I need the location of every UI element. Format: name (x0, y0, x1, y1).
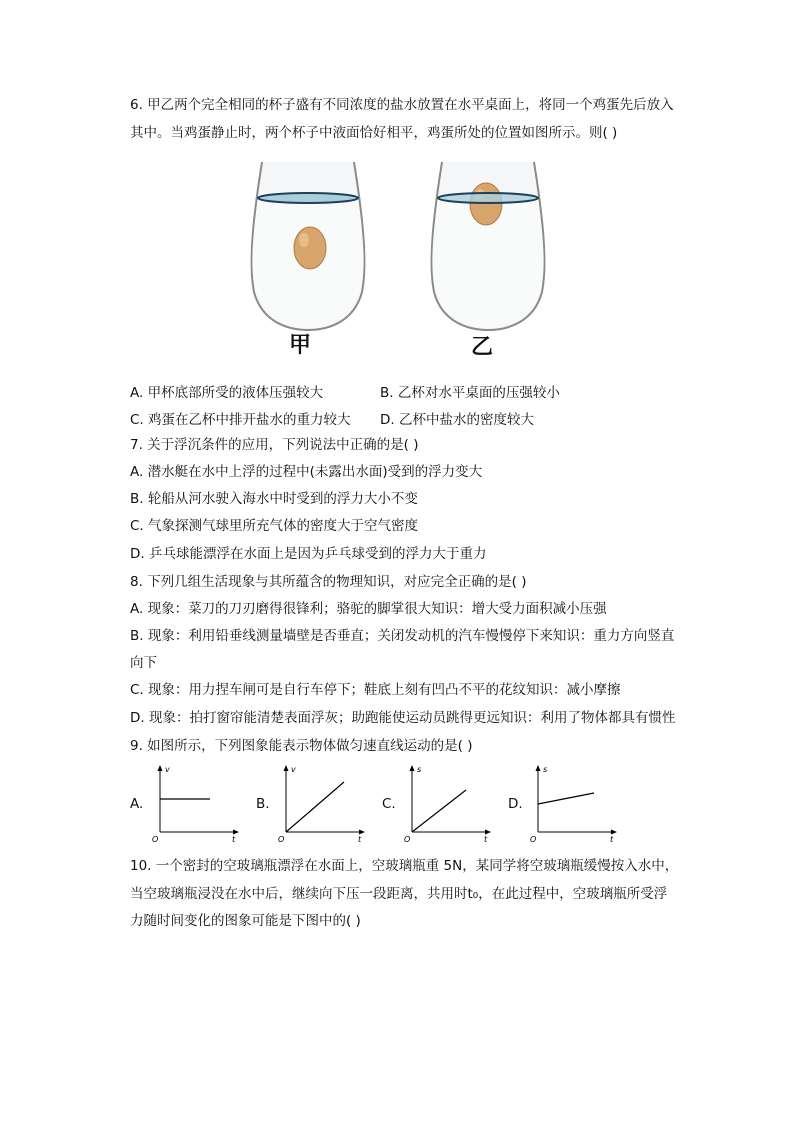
q8-option-b: B. 现象：利用铅垂线测量墙壁是否垂直；关闭发动机的汽车慢慢停下来知识：重力方向竖直 (130, 628, 675, 644)
graph-b-line (286, 782, 344, 832)
graph-d-y-label: s (543, 765, 548, 774)
glass-yi (432, 162, 545, 330)
q7-option-d: D. 乒乓球能漂浮在水面上是因为乒乓球受到的浮力大于重力 (130, 546, 487, 562)
q10-stem-line3: 力随时间变化的图象可能是下图中的( ) (130, 913, 361, 929)
graph-c (402, 762, 492, 842)
graph-b-origin: O (278, 835, 285, 842)
q6-glasses-figure (248, 152, 548, 352)
q8-option-b-cont: 向下 (130, 655, 157, 671)
graph-d-line (538, 793, 594, 804)
q8-option-d: D. 现象：拍打窗帘能清楚表面浮灰；助跑能使运动员跳得更远知识：利用了物体都具有惯性 (130, 710, 676, 726)
q6-option-c: C. 鸡蛋在乙杯中排开盐水的重力较大 (130, 412, 351, 428)
q8-option-c: C. 现象：用力捏车闸可是自行车停下；鞋底上刻有凹凸不平的花纹知识：减小摩擦 (130, 682, 621, 698)
graph-a (150, 762, 240, 842)
water-surface-jia (258, 193, 358, 203)
graph-a-y-label: v (165, 765, 170, 774)
graph-a-origin: O (152, 835, 159, 842)
glass-jia (252, 162, 365, 330)
q6-stem-line1: 6. 甲乙两个完全相同的杯子盛有不同浓度的盐水放置在水平桌面上，将同一个鸡蛋先后放入 (130, 97, 674, 113)
graph-d-x-label: t (610, 835, 614, 842)
glass-label-jia: 甲 (289, 333, 312, 358)
graph-c-origin: O (404, 835, 411, 842)
q6-option-a: A. 甲杯底部所受的液体压强较大 (130, 385, 324, 401)
q6-stem-line2: 其中。当鸡蛋静止时，两个杯子中液面恰好相平，鸡蛋所处的位置如图所示。则( ) (130, 125, 618, 141)
graph-c-y-label: s (417, 765, 422, 774)
q7-stem: 7. 关于浮沉条件的应用，下列说法中正确的是( ) (130, 437, 419, 453)
egg-yi (470, 183, 502, 225)
graph-c-x-label: t (484, 835, 488, 842)
q8-stem: 8. 下列几组生活现象与其所蕴含的物理知识，对应完全正确的是( ) (130, 574, 527, 590)
q7-option-b: B. 轮船从河水驶入海水中时受到的浮力大小不变 (130, 491, 418, 507)
graph-b-label: B. (256, 796, 270, 812)
q7-option-a: A. 潜水艇在水中上浮的过程中(未露出水面)受到的浮力变大 (130, 464, 483, 480)
glass-label-yi: 乙 (471, 335, 494, 360)
graph-d-origin: O (530, 835, 537, 842)
q8-option-a: A. 现象：菜刀的刀刃磨得很锋利；骆驼的脚掌很大知识：增大受力面积减小压强 (130, 601, 607, 617)
graph-c-label: C. (382, 796, 396, 812)
q10-stem-line2: 当空玻璃瓶浸没在水中后，继续向下压一段距离，共用时t₀，在此过程中，空玻璃瓶所受浮 (130, 886, 668, 902)
q6-option-b: B. 乙杯对水平桌面的压强较小 (380, 385, 560, 401)
graph-b-x-label: t (358, 835, 362, 842)
q10-stem-line1: 10. 一个密封的空玻璃瓶漂浮在水面上，空玻璃瓶重 5N，某同学将空玻璃瓶缓慢按入水中， (130, 858, 679, 874)
water-surface-yi (438, 193, 538, 203)
q9-stem: 9. 如图所示，下列图象能表示物体做匀速直线运动的是( ) (130, 738, 473, 754)
graph-a-label: A. (130, 796, 144, 812)
graph-d (528, 762, 618, 842)
graph-a-x-label: t (232, 835, 236, 842)
graph-c-line (412, 790, 466, 832)
graph-b (276, 762, 366, 842)
q6-option-d: D. 乙杯中盐水的密度较大 (380, 412, 534, 428)
q7-option-c: C. 气象探测气球里所充气体的密度大于空气密度 (130, 518, 419, 534)
graph-b-y-label: v (291, 765, 296, 774)
graph-d-label: D. (508, 796, 523, 812)
egg-jia (294, 227, 326, 269)
